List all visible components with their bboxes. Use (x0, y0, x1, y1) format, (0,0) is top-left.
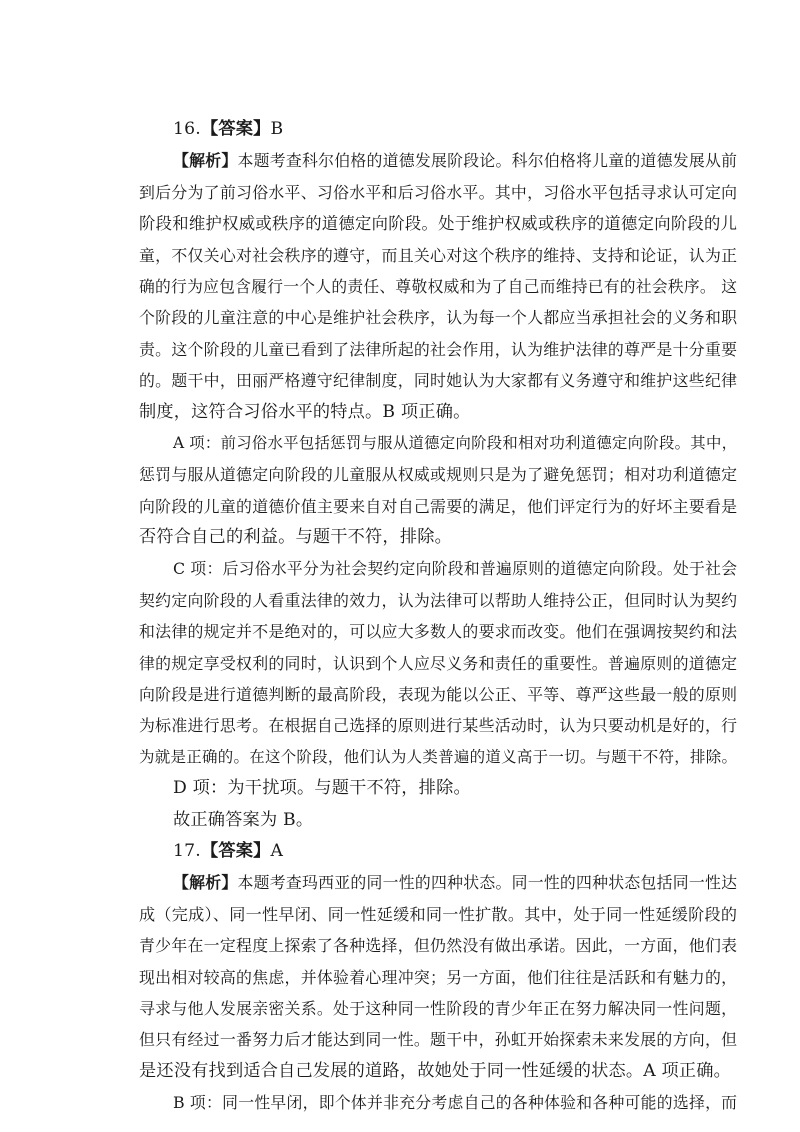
q16-analysis-line: 个阶段的儿童注意的中心是维护社会秩序，认为每一个人都应当承担社会的义务和职 (139, 308, 737, 328)
q16-answer-tag: 【答案】 (200, 119, 271, 139)
q16-analysis-line: 制度，这符合习俗水平的特点。B 项正确。 (139, 401, 471, 422)
q16-option-c-line: 为就是正确的。在这个阶段，他们认为人类普遍的道义高于一切。与题干不符，排除。 (139, 747, 737, 766)
document-page (139, 114, 737, 1119)
q16-conclusion: 故正确答案为 B。 (173, 809, 314, 830)
q16-analysis-line (139, 145, 737, 176)
q16-analysis-text: 本题考查科尔伯格的道德发展阶段论。科尔伯格将儿童的道德发展从前 (237, 151, 738, 171)
q17-number: 17. (173, 840, 201, 861)
q16-analysis-line: 责。这个阶段的儿童已看到了法律所起的社会作用，认为维护法律的尊严是十分重要 (139, 339, 737, 359)
q17-analysis-line: 成（完成）、同一性早闭、同一性延缓和同一性扩散。其中，处于同一性延缓阶段的 (139, 904, 737, 924)
q16-answer-value: B (270, 119, 284, 139)
q16-number: 16. (173, 119, 201, 139)
q17-analysis-tag: 【解析】 (173, 873, 238, 893)
q16-option-c-line: 契约定向阶段的人看重法律的效力，认为法律可以帮助人维持公正，但同时认为契约 (139, 590, 737, 610)
q17-analysis-line: 是还没有找到适合自己发展的道路，故她处于同一性延缓的状态。A 项正确。 (139, 1060, 732, 1081)
q16-analysis-line: 到后分为了前习俗水平、习俗水平和后习俗水平。其中，习俗水平包括寻求认可定向 (139, 182, 737, 202)
q16-option-d-line: D 项：为干扰项。与题干不符，排除。 (173, 778, 471, 799)
q17-answer-value: A (270, 840, 284, 861)
q16-analysis-tag: 【解析】 (173, 151, 238, 171)
q17-analysis-line (139, 867, 737, 898)
q17-answer-line (139, 836, 737, 867)
q17-analysis-line: 现出相对较高的焦虑，并体验着心理冲突；另一方面，他们往往是活跃和有魅力的， (139, 967, 737, 987)
q16-option-a-line: A 项：前习俗水平包括惩罚与服从道德定向阶段和相对功利道德定向阶段。其中， (173, 433, 737, 452)
q17-option-b-line: B 项：同一性早闭，即个体并非充分考虑自己的各种体验和各种可能的选择，而 (173, 1093, 737, 1113)
q16-option-c-line: 为标准进行思考。在根据自己选择的原则进行某些活动时，认为只要动机是好的，行 (139, 716, 737, 736)
q16-analysis-line: 确的行为应包含履行一个人的责任、尊敬权威和为了自己而维持已有的社会秩序。 这 (139, 276, 737, 296)
q16-option-a-line: 否符合自己的利益。与题干不符，排除。 (139, 527, 452, 548)
q16-option-c-line: 律的规定享受权利的同时，认识到个人应尽义务和责任的重要性。普遍原则的道德定 (139, 653, 737, 673)
q16-analysis-line: 童，不仅关心对社会秩序的遵守，而且关心对这个秩序的维持、支持和论证，认为正 (139, 245, 737, 265)
q16-option-c-line: C 项：后习俗水平分为社会契约定向阶段和普遍原则的道德定向阶段。处于社会 (173, 559, 737, 579)
q16-option-a-line: 惩罚与服从道德定向阶段的儿童服从权威或规则只是为了避免惩罚；相对功利道德定 (139, 465, 737, 485)
q16-option-a-line: 向阶段的儿童的道德价值主要来自对自己需要的满足，他们评定行为的好坏主要看是 (139, 496, 737, 516)
q17-analysis-line: 寻求与他人发展亲密关系。处于这种同一性阶段的青少年正在努力解决同一性问题， (139, 998, 737, 1018)
q16-option-c-line: 向阶段是进行道德判断的最高阶段，表现为能以公正、平等、尊严这些最一般的原则 (139, 685, 737, 705)
q17-analysis-line: 青少年在一定程度上探索了各种选择，但仍然没有做出承诺。因此，一方面，他们表 (139, 936, 737, 956)
q17-analysis-text: 本题考查玛西亚的同一性的四种状态。同一性的四种状态包括同一性达 (237, 873, 738, 893)
q17-answer-tag: 【答案】 (200, 840, 271, 861)
q16-analysis-line: 的。题干中，田丽严格遵守纪律制度，同时她认为大家都有义务遵守和维护这些纪律 (139, 371, 737, 391)
q17-analysis-line: 但只有经过一番努力后才能达到同一性。题干中，孙虹开始探索未来发展的方向，但 (139, 1030, 737, 1050)
q16-answer-line (139, 114, 737, 145)
q16-option-c-line: 和法律的规定并不是绝对的，可以应大多数人的要求而改变。他们在强调按契约和法 (139, 622, 737, 642)
q16-analysis-line: 阶段和维护权威或秩序的道德定向阶段。处于维护权威或秩序的道德定向阶段的儿 (139, 214, 737, 234)
